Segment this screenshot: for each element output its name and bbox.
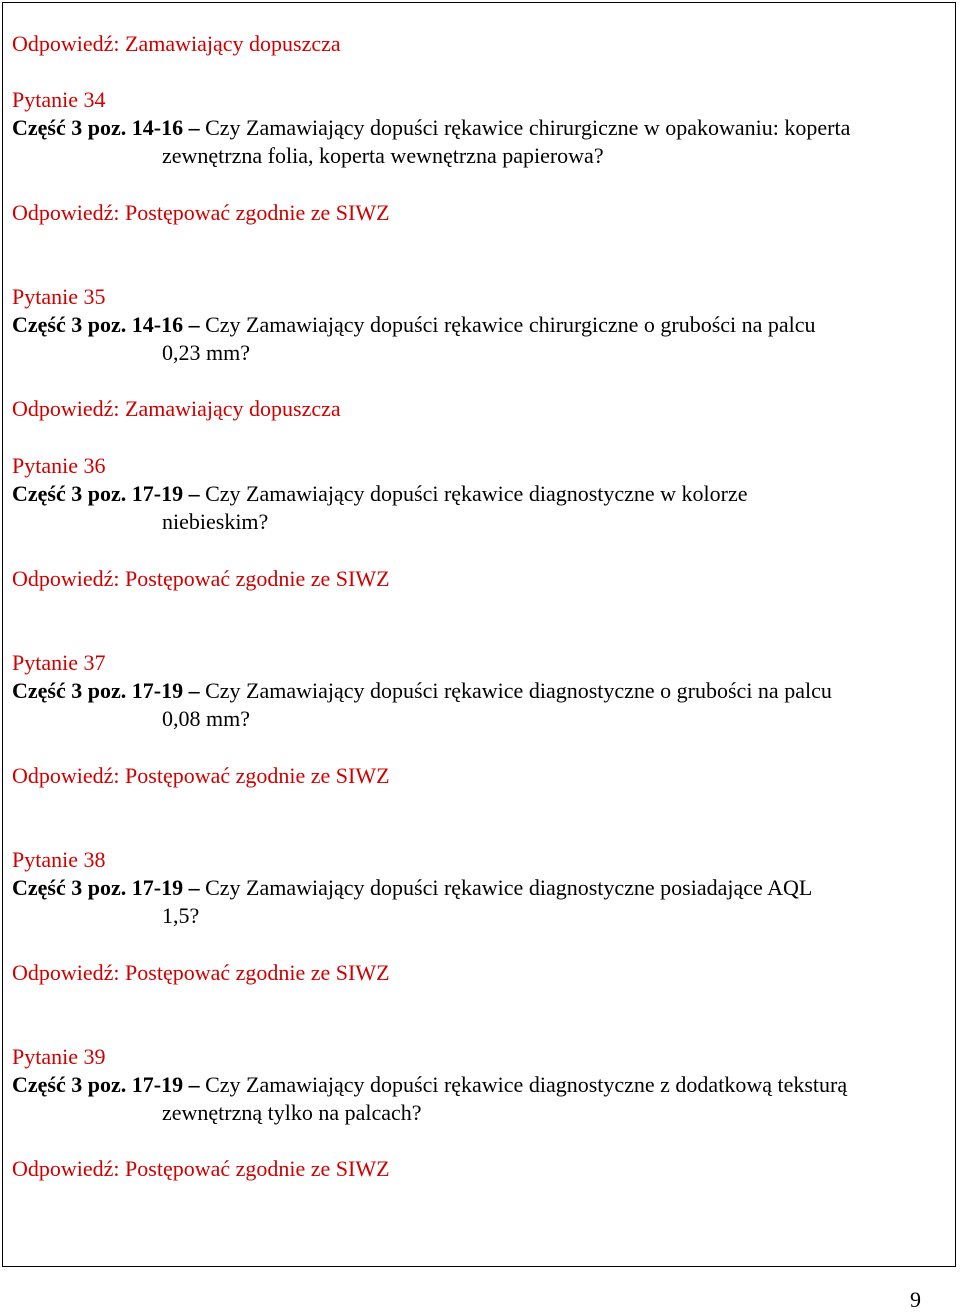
position-range: 17-19 bbox=[131, 1072, 184, 1097]
question-body: Czy Zamawiający dopuści rękawice diagnostyczne posiadające AQL bbox=[205, 875, 813, 900]
answer-36: Odpowiedź: Postępować zgodnie ze SIWZ bbox=[12, 566, 390, 591]
question-text-37-cont: 0,08 mm? bbox=[162, 706, 250, 731]
answer-35: Odpowiedź: Zamawiający dopuszcza bbox=[12, 396, 341, 421]
position-range: 14-16 bbox=[131, 115, 184, 140]
question-text-35-cont: 0,23 mm? bbox=[162, 340, 250, 365]
question-text-34: Część 3 poz. 14-16 – Czy Zamawiający dopuści rękawice chirurgiczne w opakowaniu: koperta bbox=[12, 115, 851, 140]
part-label: Część 3 poz. bbox=[12, 678, 127, 703]
question-body: Czy Zamawiający dopuści rękawice chirurgiczne w opakowaniu: koperta bbox=[205, 115, 851, 140]
part-label: Część 3 poz. bbox=[12, 481, 127, 506]
part-label: Część 3 poz. bbox=[12, 1072, 127, 1097]
answer-37: Odpowiedź: Postępować zgodnie ze SIWZ bbox=[12, 763, 390, 788]
question-body: Czy Zamawiający dopuści rękawice diagnostyczne z dodatkową teksturą bbox=[205, 1072, 848, 1097]
position-range: 17-19 bbox=[131, 678, 184, 703]
question-label-37: Pytanie 37 bbox=[12, 650, 106, 675]
part-label: Część 3 poz. bbox=[12, 115, 127, 140]
question-text-35: Część 3 poz. 14-16 – Czy Zamawiający dopuści rękawice chirurgiczne o grubości na palcu bbox=[12, 312, 816, 337]
question-text-39: Część 3 poz. 17-19 – Czy Zamawiający dopuści rękawice diagnostyczne z dodatkową teksturą bbox=[12, 1072, 848, 1097]
question-text-36-cont: niebieskim? bbox=[162, 509, 269, 534]
part-label: Część 3 poz. bbox=[12, 875, 127, 900]
question-label-36: Pytanie 36 bbox=[12, 453, 106, 478]
answer-39: Odpowiedź: Postępować zgodnie ze SIWZ bbox=[12, 1156, 390, 1181]
position-range: 17-19 bbox=[131, 481, 184, 506]
question-text-37: Część 3 poz. 17-19 – Czy Zamawiający dopuści rękawice diagnostyczne o grubości na palcu bbox=[12, 678, 832, 703]
position-range: 17-19 bbox=[131, 875, 184, 900]
question-label-35: Pytanie 35 bbox=[12, 284, 106, 309]
question-body: Czy Zamawiający dopuści rękawice diagnostyczne w kolorze bbox=[205, 481, 748, 506]
question-label-34: Pytanie 34 bbox=[12, 87, 106, 112]
question-text-34-cont: zewnętrzna folia, koperta wewnętrzna papierowa? bbox=[162, 143, 604, 168]
question-label-38: Pytanie 38 bbox=[12, 847, 106, 872]
question-body: Czy Zamawiający dopuści rękawice diagnostyczne o grubości na palcu bbox=[205, 678, 832, 703]
question-text-36: Część 3 poz. 17-19 – Czy Zamawiający dopuści rękawice diagnostyczne w kolorze bbox=[12, 481, 748, 506]
question-text-38: Część 3 poz. 17-19 – Czy Zamawiający dopuści rękawice diagnostyczne posiadające AQL bbox=[12, 875, 813, 900]
part-label: Część 3 poz. bbox=[12, 312, 127, 337]
question-label-39: Pytanie 39 bbox=[12, 1044, 106, 1069]
answer-33: Odpowiedź: Zamawiający dopuszcza bbox=[12, 31, 341, 56]
question-body: Czy Zamawiający dopuści rękawice chirurgiczne o grubości na palcu bbox=[205, 312, 816, 337]
position-range: 14-16 bbox=[131, 312, 184, 337]
page-number: 9 bbox=[910, 1287, 921, 1312]
answer-34: Odpowiedź: Postępować zgodnie ze SIWZ bbox=[12, 200, 390, 225]
question-text-38-cont: 1,5? bbox=[162, 903, 200, 928]
answer-38: Odpowiedź: Postępować zgodnie ze SIWZ bbox=[12, 960, 390, 985]
question-text-39-cont: zewnętrzną tylko na palcach? bbox=[162, 1100, 422, 1125]
